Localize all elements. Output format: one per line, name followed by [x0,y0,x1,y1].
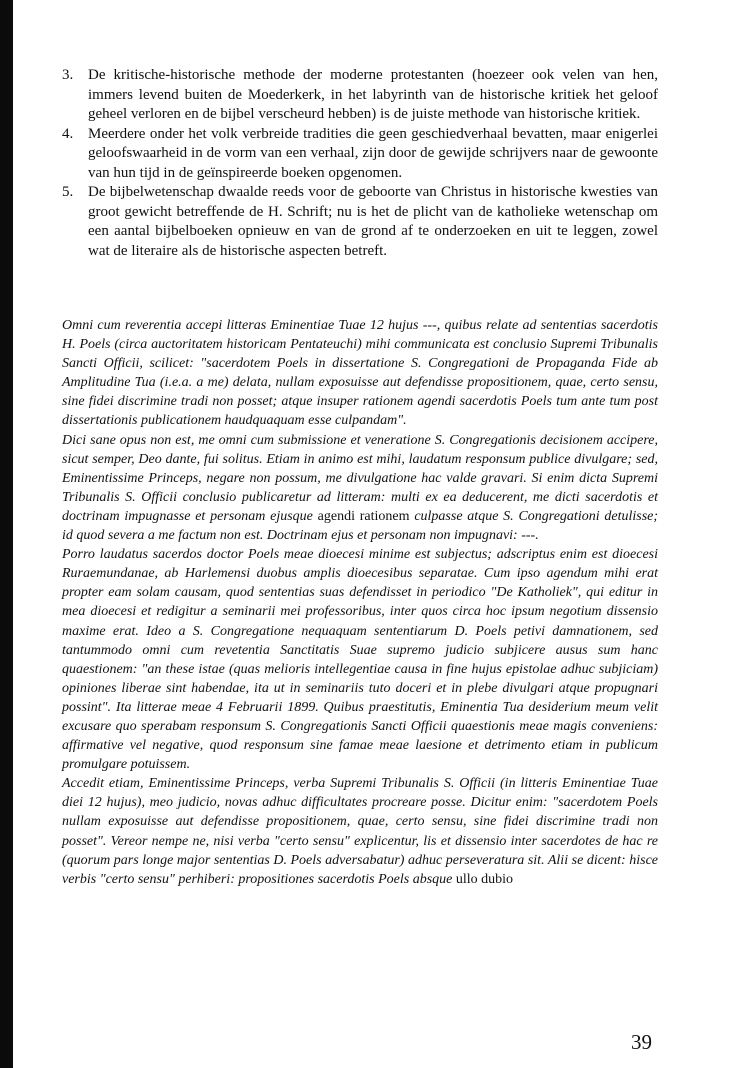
latin-text: culpasse atque S. Congregationi detulisse; id quod severa a me factum non est. Doctrinam ejus et personam non impugnavi: ---. [62,508,659,544]
list-item [62,183,658,261]
page-number: 39 [631,1030,652,1054]
list-text: De kritische-historische methode der moderne protestanten (hoezeer ook velen van hen, immers levend buiten de Moederkerk, in het labyrinth van de historische kritiek het geloof geheel verloren en de bijbel verscheurd hebben) is de juiste methode van historische kritiek. [88,67,658,122]
latin-paragraph: Porro laudatus sacerdos doctor Poels meae dioecesi minime est subjectus; adscriptus enim est dioecesi Ruraemundanae, ab Harlemensi duobus amplis dioecesibus separatae. Cum ipso agendum mihi erat propter eam solam causam, quod sententias suas defendisset in periodico "De Katholiek", qui editur in mea dioecesi et redigitur a seminarii mei professoribus, inter quos circa hoc ipsum negotium dissensio maxime erat. Ideo a S. Congregatione nequaquam sententiarum D. Poels petivi damnationem, sed tantummodo omni cum revetentia Sanctitatis Suae supremo judicio subjicere ausus sum hanc quaestionem: "an these istae (quas melioris intellegentiae causa in fine hujus epistolae adhuc subjiciam) opiniones liberae sint habendae, ita ut in seminariis tuto doceri et in plebe divulgari atque propugnari possint". Ita litterae meae 4 Februarii 1899. Quibus praestitutis, Eminentia Tua desiderium meum velit excusare quo sperabam responsum S. Congregationis Sancti Officii quaestionis meae magis conveniens: affirmative vel negative, quod responsum sine famae meae laesione et detrimento etiam in publicum promulgare potuissem. [62,547,658,773]
latin-letter [62,316,658,889]
latin-paragraph [62,774,658,889]
latin-paragraph: Omni cum reverentia accepi litteras Eminentiae Tuae 12 hujus ---, quibus relate ad sententias sacerdotis H. Poels (circa auctoritatem historicam Pentateuchi) mihi communicata est conclusio Supremi Tribunalis Sancti Officii, scilicet: "sacerdotem Poels in dissertatione S. Congregationi de Propaganda Fide ab Amplitudine Tua (i.e.a. a me) delata, nullam exposuisse aut defendisse propositionem, quae, certo sensu, sine fidei discrimine tradi non posset; atque insuper rationem agendi sacerdotis Poels tum ante tum post dissertationis publicationem haudquaquam esse culpandam". [62,318,658,429]
list-number: 5. [62,184,74,200]
list-item [62,66,658,125]
numbered-list [62,66,658,261]
list-text: Meerdere onder het volk verbreide tradities die geen geschiedverhaal bevatten, maar enigerlei geloofswaarheid in de vorm van een verhaal, zijn door de gewijde schrijvers naar de gewoonte van hun tijd in de geïnspireerde boeken opgenomen. [88,125,658,181]
latin-text: Dici sane opus non est, me omni cum submissione et veneratione S. Congregationis decisionem accipere, sicut semper, Deo dante, fui solitus. Etiam in animo est mihi, laudatum responsum publice divulgare; sed, Eminentissime Princeps, negare non possum, me divulgatione hac valde gravari. Si enim dicta Supremi Tribunalis S. Officii conclusio publicaretur ad litteram: multi ex ea deducerent, me dicti sacerdotis et doctrinam impugnasse [62,432,658,524]
list-number: 4. [62,125,74,142]
page-spine-shadow [0,0,13,1068]
latin-text: personam [210,508,266,524]
latin-paragraph [62,431,658,546]
list-number: 3. [62,67,74,83]
list-text: De bijbelwetenschap dwaalde reeds voor de geboorte van Christus in historische kwesties van groot gewicht betreffende de H. Schrift; nu is het de plicht van de katholieke wetenschap om een aantal bijbelboeken opnieuw en van de grond af te onderzoeken en uit te leggen, zowel wat de literaire als de historische aspecten betreft. [88,184,658,259]
latin-text: ejusque [270,508,313,524]
list-item [62,125,658,184]
latin-text: et [195,508,206,524]
latin-text: ullo dubio [455,871,514,887]
latin-text: agendi rationem [317,508,410,524]
latin-text: Accedit etiam, Eminentissime Princeps, verba Supremi Tribunalis S. Officii (in litteris Eminentiae Tuae diei 12 hujus), meo judicio, novas adhuc difficultates procreare posse. Dicitur enim: "sacerdotem Poels nullam exposuisse aut defendisse propositionem, quae, certo sensu, sine fidei discrimine tradi non posset". Vereor nempe ne, nisi verba "certo sensu" explicentur, lis et dissensio inter sacerdotes de hac re (quorum pars longe major sententias D. Poels adversabatur) adhuc perseveratura sit. Alii se dicent: hisce verbis "certo sensu" perhiberi: propositiones sacerdotis Poels absque [62,776,658,887]
